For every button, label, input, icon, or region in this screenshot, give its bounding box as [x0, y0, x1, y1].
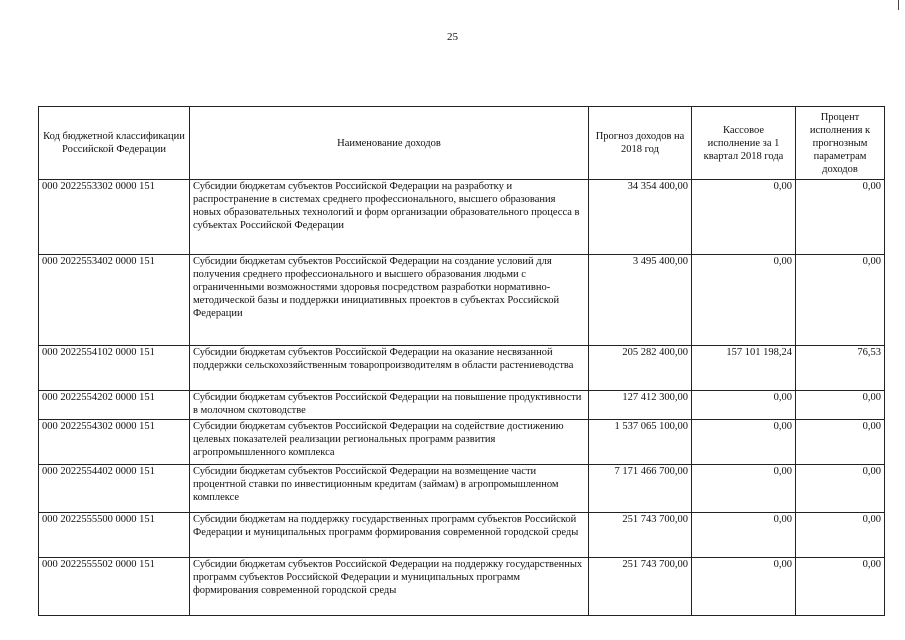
table-row	[39, 180, 885, 255]
cell-percent: 0,00	[796, 180, 885, 255]
cell-forecast: 7 171 466 700,00	[589, 465, 692, 513]
cell-code: 000 2022554102 0000 151	[39, 346, 190, 391]
table-row	[39, 465, 885, 513]
cell-execution: 0,00	[692, 255, 796, 346]
cell-execution: 0,00	[692, 180, 796, 255]
cell-name: Субсидии бюджетам субъектов Российской Федерации на повышение продуктивности в молочном скотоводстве	[190, 391, 589, 420]
cell-percent: 76,53	[796, 346, 885, 391]
cell-execution: 0,00	[692, 391, 796, 420]
cell-percent: 0,00	[796, 420, 885, 465]
page-number: 25	[447, 31, 458, 43]
cell-name: Субсидии бюджетам на поддержку государственных программ субъектов Российской Федерации и муниципальных программ формирования современной городской среды	[190, 513, 589, 558]
cell-name: Субсидии бюджетам субъектов Российской Федерации на разработку и распространение в системах среднего профессионального, высшего образования новых образовательных технологий и форм организации образовательного процесса в субъектах Российской Федерации	[190, 180, 589, 255]
budget-revenue-table	[38, 106, 885, 616]
cell-percent: 0,00	[796, 465, 885, 513]
cell-name: Субсидии бюджетам субъектов Российской Федерации на оказание несвязанной поддержки сельскохозяйственным товаропроизводителям в области растениеводства	[190, 346, 589, 391]
cell-name: Субсидии бюджетам субъектов Российской Федерации на возмещение части процентной ставки по инвестиционным кредитам (займам) в агропромышленном комплексе	[190, 465, 589, 513]
cell-forecast: 127 412 300,00	[589, 391, 692, 420]
cell-forecast: 205 282 400,00	[589, 346, 692, 391]
table-row	[39, 255, 885, 346]
cell-forecast: 251 743 700,00	[589, 513, 692, 558]
table-row	[39, 558, 885, 616]
cell-execution: 157 101 198,24	[692, 346, 796, 391]
table-row	[39, 513, 885, 558]
header-forecast: Прогноз доходов на 2018 год	[589, 107, 692, 180]
cell-code: 000 2022553302 0000 151	[39, 180, 190, 255]
cell-name: Субсидии бюджетам субъектов Российской Федерации на создание условий для получения среднего профессионального и высшего образования людьми с ограниченными возможностями здоровья посредством разработки нормативно-методической базы и поддержки инициативных проектов в субъектах Российской Федерации	[190, 255, 589, 346]
cell-name: Субсидии бюджетам субъектов Российской Федерации на содействие достижению целевых показателей реализации региональных программ развития агропромышленного комплекса	[190, 420, 589, 465]
cell-code: 000 2022555500 0000 151	[39, 513, 190, 558]
header-code: Код бюджетной классификации Российской Федерации	[39, 107, 190, 180]
header-percent: Процент исполнения к прогнозным параметрам доходов	[796, 107, 885, 180]
table-row	[39, 346, 885, 391]
header-execution: Кассовое исполнение за 1 квартал 2018 года	[692, 107, 796, 180]
cell-forecast: 1 537 065 100,00	[589, 420, 692, 465]
cell-code: 000 2022554202 0000 151	[39, 391, 190, 420]
cell-code: 000 2022553402 0000 151	[39, 255, 190, 346]
cell-forecast: 34 354 400,00	[589, 180, 692, 255]
cell-forecast: 3 495 400,00	[589, 255, 692, 346]
cell-execution: 0,00	[692, 558, 796, 616]
cell-percent: 0,00	[796, 391, 885, 420]
table-row	[39, 391, 885, 420]
cell-percent: 0,00	[796, 513, 885, 558]
table-row	[39, 420, 885, 465]
cell-forecast: 251 743 700,00	[589, 558, 692, 616]
cell-code: 000 2022555502 0000 151	[39, 558, 190, 616]
cell-percent: 0,00	[796, 255, 885, 346]
cell-name: Субсидии бюджетам субъектов Российской Федерации на поддержку государственных программ субъектов Российской Федерации и муниципальных программ формирования современной городской среды	[190, 558, 589, 616]
header-name: Наименование доходов	[190, 107, 589, 180]
cell-percent: 0,00	[796, 558, 885, 616]
cell-execution: 0,00	[692, 513, 796, 558]
cell-code: 000 2022554402 0000 151	[39, 465, 190, 513]
cell-execution: 0,00	[692, 420, 796, 465]
table-header-row	[39, 107, 885, 180]
page-edge-mark	[898, 0, 899, 10]
cell-code: 000 2022554302 0000 151	[39, 420, 190, 465]
cell-execution: 0,00	[692, 465, 796, 513]
